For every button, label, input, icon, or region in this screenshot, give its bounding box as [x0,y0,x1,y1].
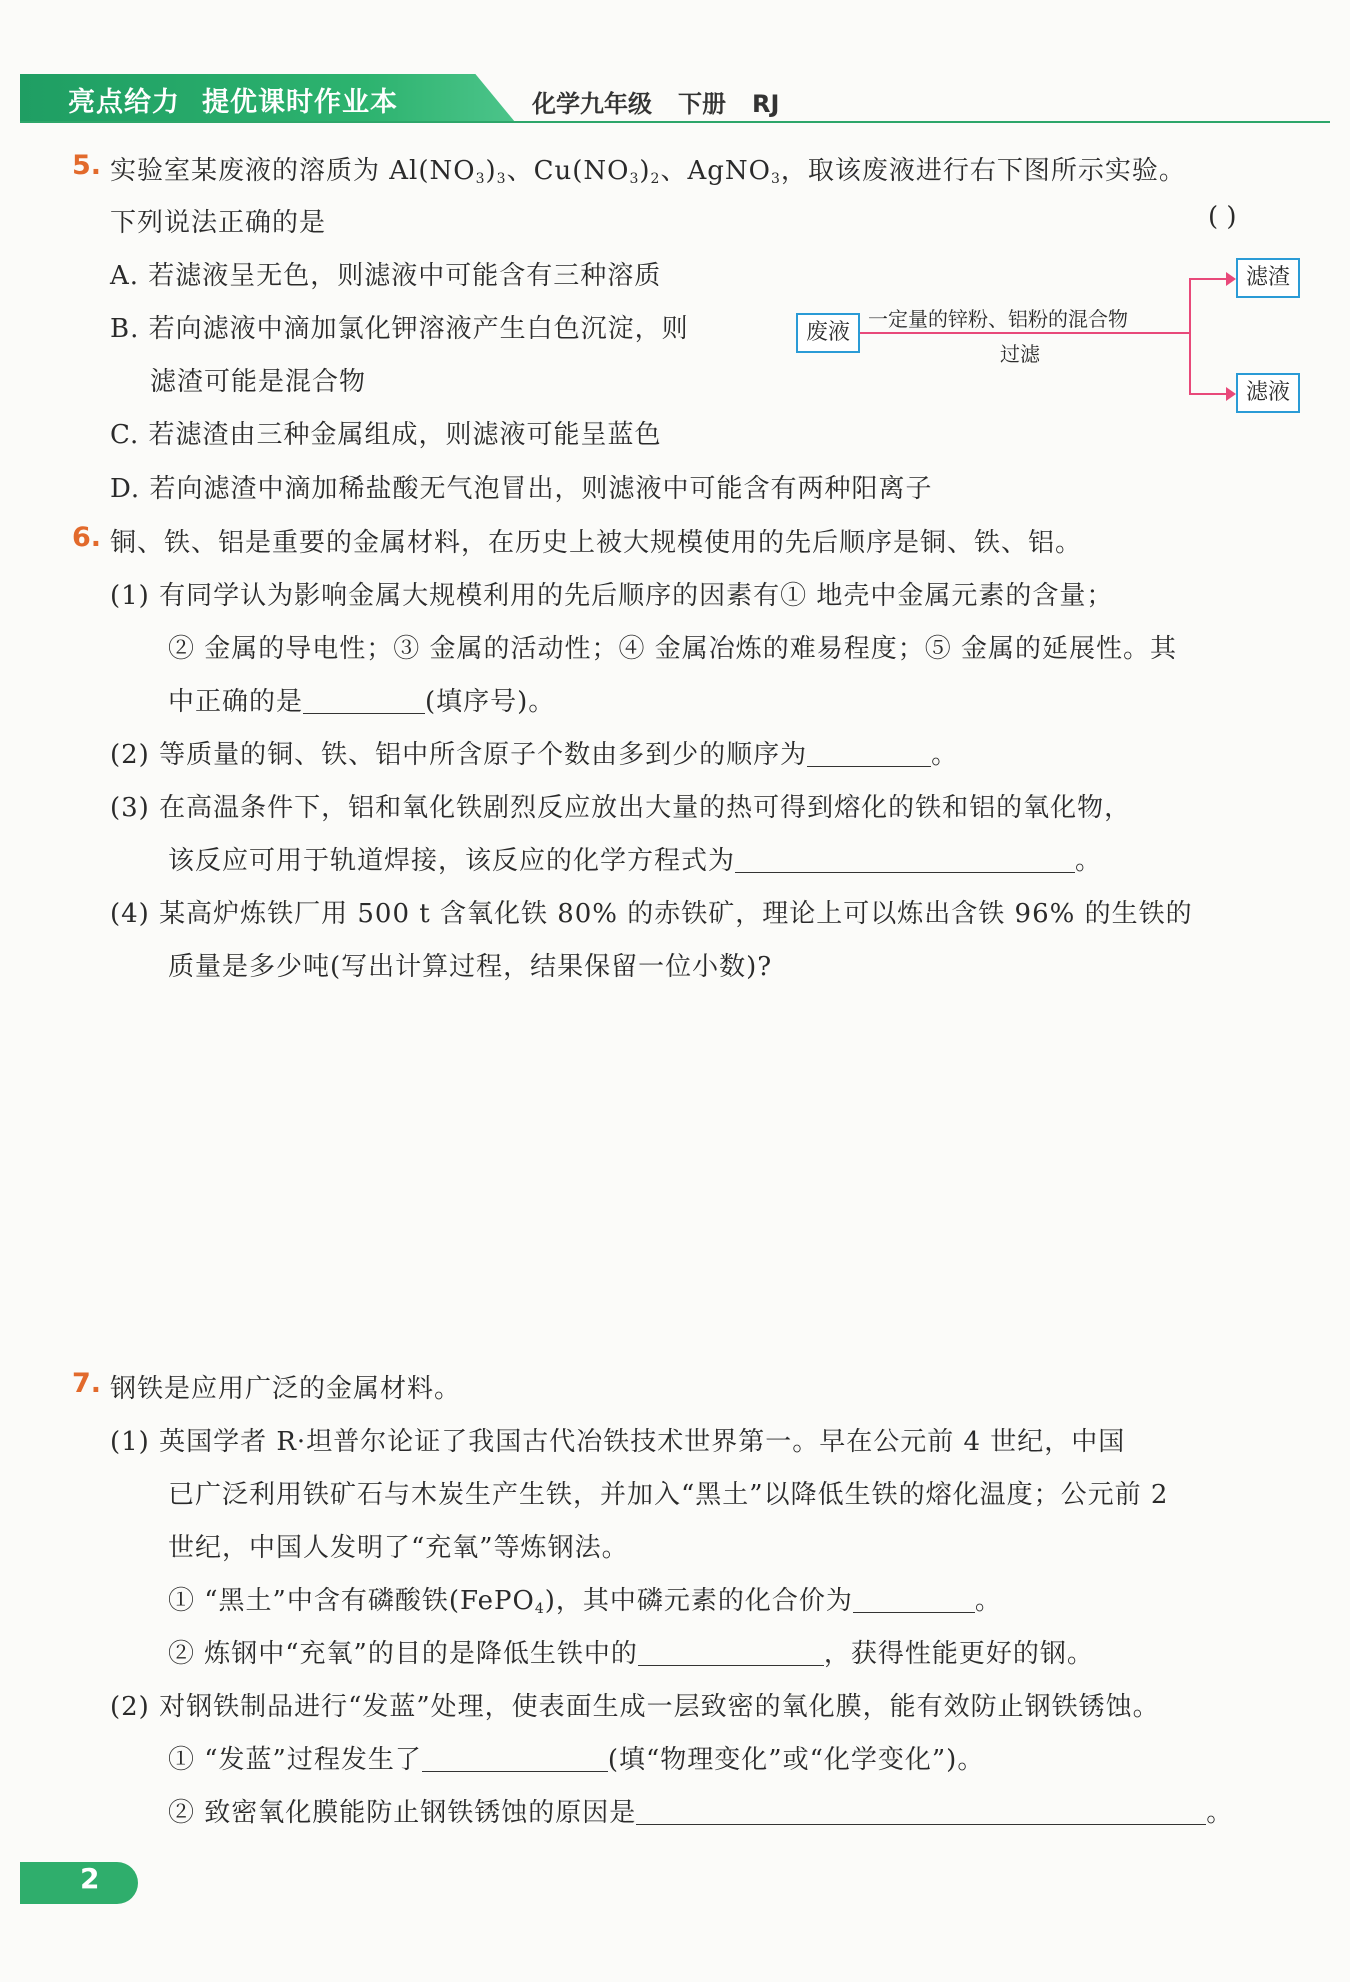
q7-text: ① “发蓝”过程发生了 [168,1745,422,1775]
q7-text: ② 致密氧化膜能防止钢铁锈蚀的原因是 [168,1798,637,1828]
answer-blank[interactable] [422,1771,608,1772]
q7-text: (填“物理变化”或“化学变化”)。 [607,1745,985,1775]
answer-blank[interactable] [636,1824,1206,1825]
q6-part-1-text: (填序号)。 [425,687,556,717]
answer-blank[interactable] [807,766,931,767]
subscript: 3 [770,171,781,187]
page-number: 2 [80,1862,100,1895]
diagram-arrow-to-filtrate [1189,393,1231,395]
question-6-number: 6. [72,522,102,553]
q7-part-1-line-3: 世纪，中国人发明了“充氧”等炼钢法。 [168,1533,629,1563]
q6-part-4-line-1: (4) 某高炉炼铁厂用 500 t 含氧化铁 80% 的赤铁矿，理论上可以炼出含铁 96% 的生铁的 [110,899,1193,929]
option-b-line-1: B. 若向滤液中滴加氯化钾溶液产生白色沉淀，则 [110,314,689,344]
diagram-box-residue: 滤渣 [1236,258,1300,298]
q5-stem-part: ，取该废液进行右下图所示实验。 [780,156,1186,186]
subscript: 3 [475,171,486,187]
q6-part-2 [110,734,958,771]
header-divider [20,121,1330,123]
q6-part-1-text: 中正确的是 [168,687,304,717]
question-5-prompt: 下列说法正确的是 [110,208,327,238]
q7-part-2-sub-1 [168,1739,984,1776]
q7-text: ① “黑土”中含有磷酸铁(FePO [168,1586,535,1616]
q6-part-1-line-2: ② 金属的导电性；③ 金属的活动性；④ 金属冶炼的难易程度；⑤ 金属的延展性。其 [168,634,1178,664]
q7-part-1-line-1: (1) 英国学者 R·坦普尔论证了我国古代冶铁技术世界第一。早在公元前 4 世纪，中国 [110,1427,1126,1457]
q7-part-1-line-2: 已广泛利用铁矿石与木炭生产生铁，并加入“黑土”以降低生铁的熔化温度；公元前 2 [168,1480,1169,1510]
q6-part-2-text: 。 [931,740,959,770]
diagram-box-filtrate: 滤液 [1236,373,1300,413]
book-info [532,84,779,119]
q6-part-1-line-3 [168,681,555,718]
q6-part-3-line-2 [168,840,1102,877]
q6-part-3-text: 。 [1075,846,1103,876]
option-b-line-2: 滤渣可能是混合物 [150,367,367,397]
q5-stem-part: 、AgNO [660,156,771,186]
subscript: 3 [496,171,507,187]
diagram-box-waste-liquid: 废液 [796,313,860,353]
subscript: 3 [629,171,640,187]
question-6-stem: 铜、铁、铝是重要的金属材料，在历史上被大规模使用的先后顺序是铜、铁、铝。 [110,528,1083,558]
arrowhead-icon [1226,387,1236,401]
q5-stem-part: 实验室某废液的溶质为 Al(NO [110,156,476,186]
calculation-answer-area[interactable] [168,1000,1268,1340]
brand-series: 提优课时作业本 [202,87,398,118]
page-number-tab [20,1862,138,1904]
option-d: D. 若向滤渣中滴加稀盐酸无气泡冒出，则滤液中可能含有两种阳离子 [110,474,933,504]
question-5-number: 5. [72,150,102,181]
q6-part-3-text: 该反应可用于轨道焊接，该反应的化学方程式为 [168,846,736,876]
q7-text: ② 炼钢中“充氧”的目的是降低生铁中的 [168,1639,638,1669]
subscript: 2 [650,171,661,187]
q7-part-1-sub-2 [168,1633,1094,1670]
answer-blank[interactable] [303,713,425,714]
q7-text: )，其中磷元素的化合价为 [544,1586,853,1616]
q7-part-2-sub-2 [168,1792,1233,1829]
subscript: 4 [534,1601,545,1617]
diagram-arrow-main [860,332,1190,334]
answer-blank[interactable] [735,872,1075,873]
arrowhead-icon [1226,272,1236,286]
q7-text: 。 [974,1586,1002,1616]
page-header [20,74,1330,122]
diagram-operation-label: 过滤 [1000,342,1040,366]
q7-text: ，获得性能更好的钢。 [823,1639,1094,1669]
q6-part-3-line-1: (3) 在高温条件下，铝和氧化铁剧烈反应放出大量的热可得到熔化的铁和铝的氧化物， [110,793,1132,823]
volume: 下册 [678,90,726,118]
q5-stem-part: 、Cu(NO [506,156,630,186]
q6-part-4-line-2: 质量是多少吨(写出计算过程，结果保留一位小数)? [168,952,773,982]
q7-part-1-sub-1 [168,1580,1002,1617]
diagram-arrow-to-residue [1189,278,1231,280]
q7-text: 。 [1206,1798,1234,1828]
q6-part-1-line-1: (1) 有同学认为影响金属大规模利用的先后顺序的因素有① 地壳中金属元素的含量； [110,581,1114,611]
q6-part-2-text: (2) 等质量的铜、铁、铝中所含原子个数由多到少的顺序为 [110,740,808,770]
diagram-branch-vertical [1189,278,1191,394]
question-7-stem: 钢铁是应用广泛的金属材料。 [110,1374,462,1404]
answer-paren[interactable]: ( ) [1208,202,1237,232]
edition: RJ [752,90,780,118]
brand-name: 亮点给力 [68,87,180,118]
subject-grade: 化学九年级 [532,90,652,118]
option-a: A. 若滤液呈无色，则滤液中可能含有三种溶质 [110,261,662,291]
answer-blank[interactable] [853,1612,975,1613]
diagram-reagent-label: 一定量的锌粉、铝粉的混合物 [868,307,1128,331]
brand-title [68,80,398,119]
question-5-stem [110,150,1186,187]
answer-blank[interactable] [638,1665,824,1666]
q5-stem-part: ) [639,156,651,186]
q7-part-2-line-1: (2) 对钢铁制品进行“发蓝”处理，使表面生成一层致密的氧化膜，能有效防止钢铁锈蚀。 [110,1692,1160,1722]
option-c: C. 若滤渣由三种金属组成，则滤液可能呈蓝色 [110,420,662,450]
question-7-number: 7. [72,1368,102,1399]
q5-stem-part: ) [485,156,497,186]
